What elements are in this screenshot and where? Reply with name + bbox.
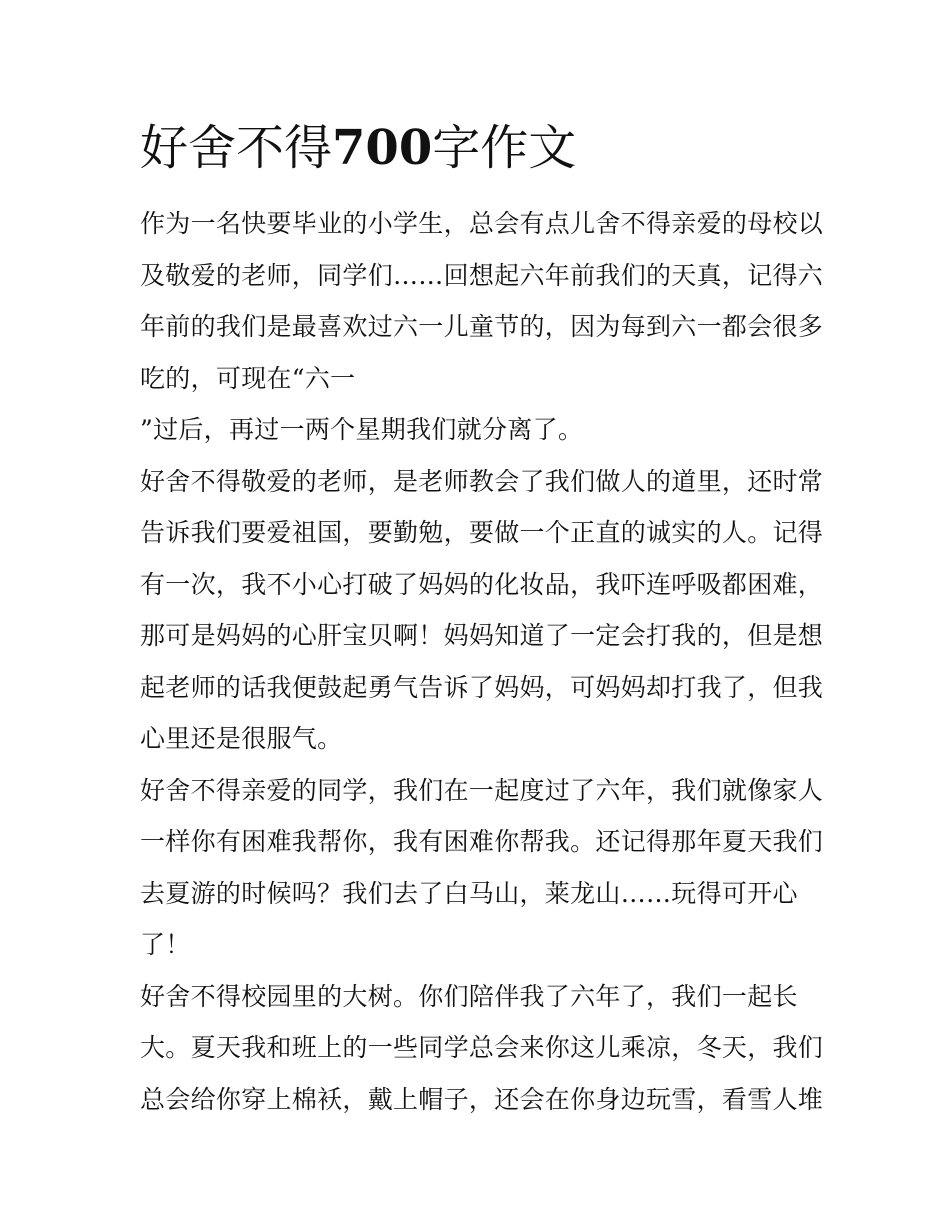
document-title <box>140 112 820 184</box>
text-line: 作为一名快要毕业的小学生，总会有点儿舍不得亲爱的母校以 <box>140 209 824 238</box>
text-line: 告诉我们要爱祖国，要勤勉，要做一个正直的诚实的人。记得 <box>140 518 824 547</box>
document-page <box>140 112 824 1125</box>
text-line: 年前的我们是最喜欢过六一儿童节的，因为每到六一都会很多 <box>140 312 824 341</box>
title-suffix: 字作文 <box>432 120 577 176</box>
text-line: 好舍不得校园里的大树。你们陪伴我了六年了，我们一起长 <box>140 981 798 1011</box>
text-line: 及敬爱的老师，同学们……回想起六年前我们的天真，记得六 <box>140 260 824 290</box>
text-line: 起老师的话我便鼓起勇气告诉了妈妈，可妈妈却打我了，但我 <box>140 672 824 702</box>
text-line: 好舍不得敬爱的老师，是老师教会了我们做人的道里，还时常 <box>140 466 824 496</box>
text-line: 好舍不得亲爱的同学，我们在一起度过了六年，我们就像家人 <box>140 775 824 805</box>
text-line: 了！ <box>140 930 191 959</box>
text-line: 吃的，可现在“六一 <box>140 363 356 393</box>
text-line: 有一次，我不小心打破了妈妈的化妆品，我吓连呼吸都困难， <box>140 569 824 599</box>
title-prefix: 好舍不得 <box>140 120 333 176</box>
document-body <box>140 198 824 1125</box>
text-line: 去夏游的时候吗？我们去了白马山，莱龙山……玩得可开心 <box>140 878 798 908</box>
text-line: 一样你有困难我帮你，我有困难你帮我。还记得那年夏天我们 <box>140 827 824 856</box>
text-line: 大。夏天我和班上的一些同学总会来你这儿乘凉，冬天，我们 <box>140 1033 824 1062</box>
text-line: 总会给你穿上棉袄，戴上帽子，还会在你身边玩雪，看雪人堆 <box>140 1084 824 1114</box>
text-line: ”过后，再过一两个星期我们就分离了。 <box>140 415 584 444</box>
text-line: 那可是妈妈的心肝宝贝啊！妈妈知道了一定会打我的，但是想 <box>140 621 824 650</box>
title-number: 700 <box>332 120 433 176</box>
text-line: 心里还是很服气。 <box>140 724 343 753</box>
